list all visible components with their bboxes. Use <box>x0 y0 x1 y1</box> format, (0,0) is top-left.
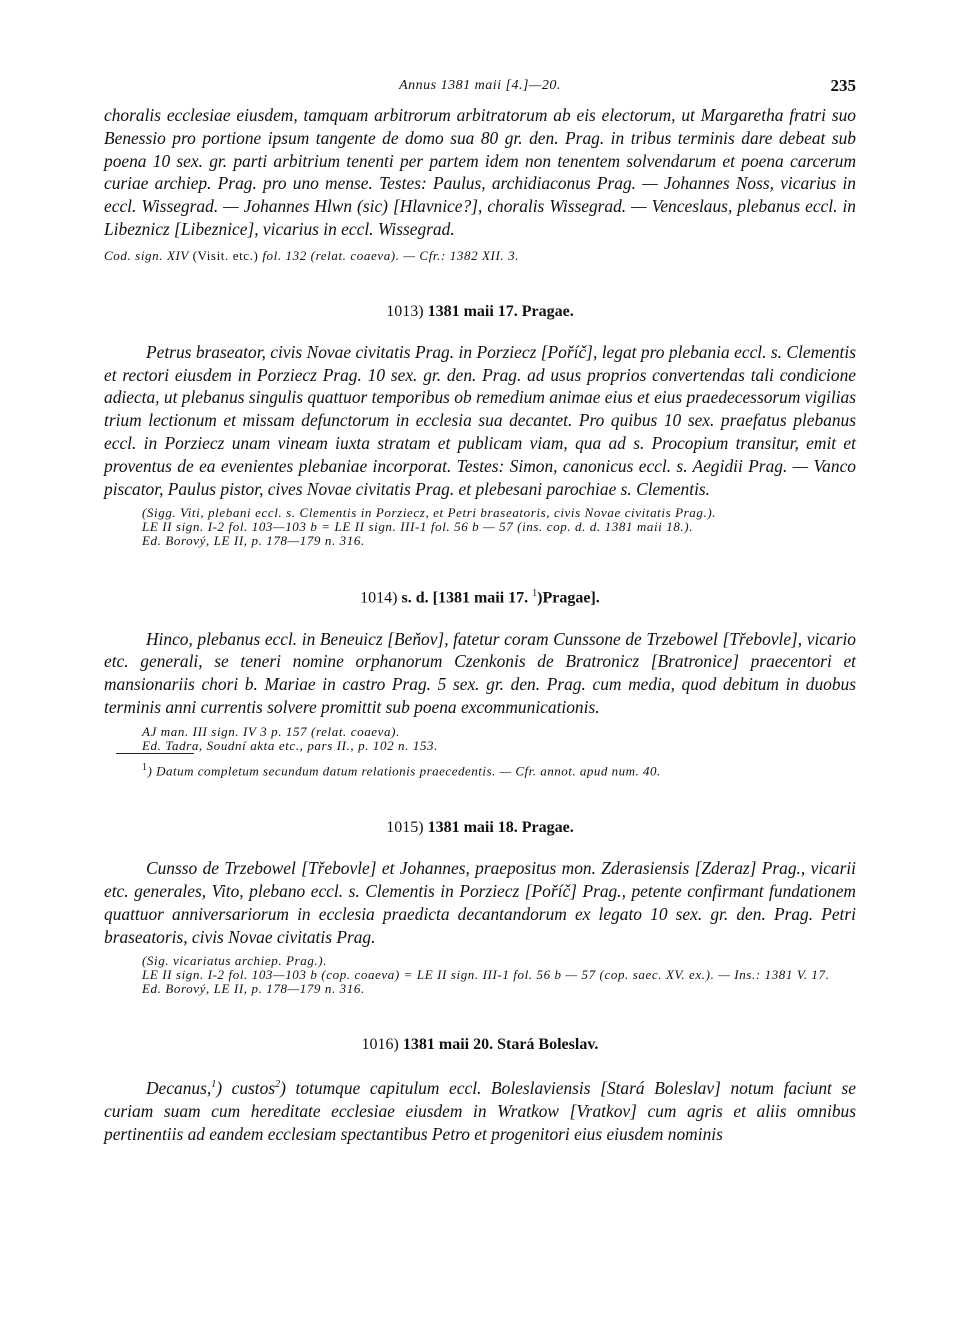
source-line: Ed. Borový, LE II, p. 178—179 n. 316. <box>142 533 365 549</box>
entry-number: 1015) <box>386 819 424 837</box>
source-line: AJ man. III sign. IV 3 p. 157 (relat. coaeva). <box>142 723 400 739</box>
entry-text-1014: Hinco, plebanus eccl. in Beneuicz [Beňov], fatetur coram Cunssone de Trzebowel [Třebovle], vicario etc. generali, se teneri nomine orphanorum Czenkonis de Bratronicz [Bratronice] praecentori et mansionariis chori b. Mariae in castro Prag. 5 sex. gr. den. Prag. cum media, quod debitum in duobus terminis anni currentis solvere promittit sub poena excommunicationis. <box>104 628 856 718</box>
footnote-divider <box>116 753 194 754</box>
footnote-ref: 1 <box>532 588 538 600</box>
continuation-source <box>104 249 856 263</box>
entry-heading-1014 <box>104 588 856 607</box>
entry-text-1016 <box>104 1074 856 1145</box>
page-number: 235 <box>830 76 856 95</box>
entry-text-part: Decanus, <box>146 1078 212 1099</box>
source-visit: (Visit. etc.) <box>192 247 259 263</box>
entry-date: 1381 maii 17. Pragae. <box>427 302 574 320</box>
entry-sources-1014 <box>104 725 856 753</box>
entry-text-1013: Petrus braseator, civis Novae civitatis Prag. in Porziecz [Poříč], legat pro plebania eccl. s. Clementis et rectori eiusdem in Porziecz Prag. 10 sex. gr. den. Prag. ad usus proprios convertendas tali condicione adiecta, ut plebanus singulis quattuor temporibus ob remedium animae eius et eius praedecessorum vigilias trium lectionum et missam defunctorum in ecclesia sua decantet. Pro quibus 10 sex. praefatus plebanus eccl. in Porziecz unam vineam iuxta stratam et publicam viam, qua ad s. Procopium transitur, emit et proventus de ea evenientes plebaniae incorporat. Testes: Simon, canonicus eccl. s. Aegidii Prag. — Vanco piscator, Paulus pistor, cives Novae civitatis Prag. et plebesani parochiae s. Clementis. <box>104 341 856 499</box>
footnote-text: ) Datum completum secundum datum relationis praecedentis. — Cfr. annot. apud num. 40. <box>147 763 661 779</box>
page-header <box>104 74 856 104</box>
entry-date: 1381 maii 20. Stará Boleslav. <box>402 1036 599 1054</box>
entry-sources-1013 <box>104 506 856 548</box>
source-line: Ed. Tadra, Soudní akta etc., pars II., p. 102 n. 153. <box>142 737 439 753</box>
entry-heading-1013 <box>104 303 856 321</box>
entry-sources-1015 <box>104 954 856 996</box>
source-folio: fol. 132 (relat. coaeva). — Cfr.: 1382 XII. 3. <box>262 247 520 263</box>
entry-heading-1016 <box>104 1036 856 1054</box>
entry-number: 1014) <box>360 589 398 607</box>
running-title: Annus 1381 maii [4.]—20. <box>399 78 561 93</box>
entry-date: s. d. [1381 maii 17. <box>401 589 529 607</box>
entry-text-part: ) totumque capitulum eccl. Boleslaviensis [Stará Boleslav] notum faciunt se curiam suam cum hereditate ecclesiae eiusdem in Wratkow [Vratkov] cum agris et aliis omnibus pertinentiis ad eandem ecclesiam spectantibus Petro et progenitori eius eiusdem nominis <box>104 1078 856 1144</box>
entry-number: 1016) <box>361 1036 399 1054</box>
footnote <box>104 762 856 779</box>
entry-date: 1381 maii 18. Pragae. <box>427 819 574 837</box>
source-line: (Sig. vicariatus archiep. Prag.). <box>142 953 328 969</box>
entry-date-place: )Pragae]. <box>537 589 600 607</box>
source-line: Ed. Borový, LE II, p. 178—179 n. 316. <box>142 981 365 997</box>
footnote-ref: 2 <box>275 1079 281 1091</box>
entry-text-1015: Cunsso de Trzebowel [Třebovle] et Johannes, praepositus mon. Zderasiensis [Zderaz] Prag., vicarii etc. generales, Vito, plebano eccl. s. Clementis in Porziecz [Poříč] Prag., petente confirmant fundationem quattuor anniversariorum in ecclesia praedicta decantandorum ex legato 10 sex. gr. den. Prag. Petri braseatoris, civis Novae civitatis Prag. <box>104 858 856 947</box>
footnote-mark: 1 <box>142 761 148 773</box>
source-line: LE II sign. I-2 fol. 103—103 b (cop. coaeva) = LE II sign. III-1 fol. 56 b — 57 (cop. saec. XV. ex.). — Ins.: 1381 V. 17. <box>142 967 830 983</box>
source-line: LE II sign. I-2 fol. 103—103 b = LE II sign. III-1 fol. 56 b — 57 (ins. cop. d. d. 1381 maii 18.). <box>142 519 694 535</box>
entry-text-part: ) custos <box>216 1078 276 1099</box>
footnote-ref: 1 <box>211 1079 217 1091</box>
entry-heading-1015 <box>104 819 856 837</box>
continuation-text: choralis ecclesiae eiusdem, tamquam arbitrorum arbitratorum ab eis electorum, ut Margaretha fratri suo Benessio pro portione ipsum tangente de domo sua 80 gr. den. Prag. in tribus terminis dare debeat sub poena 10 sex. gr. parti arbitrium tenenti per partem idem non tenentem solvendarum et poena carcerum curiae archiep. Prag. pro uno mense. Testes: Paulus, archidiaconus Prag. — Johannes Noss, vicarius in eccl. Wissegrad. — Johannes Hlwn (sic) [Hlavnice?], choralis Wissegrad. — Venceslaus, plebanus eccl. in Libeznicz [Libeznice], vicarius in eccl. Wissegrad. <box>104 105 856 239</box>
source-codex: Cod. sign. XIV <box>104 247 189 263</box>
page <box>104 74 856 1146</box>
source-line: (Sigg. Viti, plebani eccl. s. Clementis in Porziecz, et Petri braseatoris, civis Novae civitatis Prag.). <box>142 505 717 521</box>
entry-number: 1013) <box>386 302 424 320</box>
